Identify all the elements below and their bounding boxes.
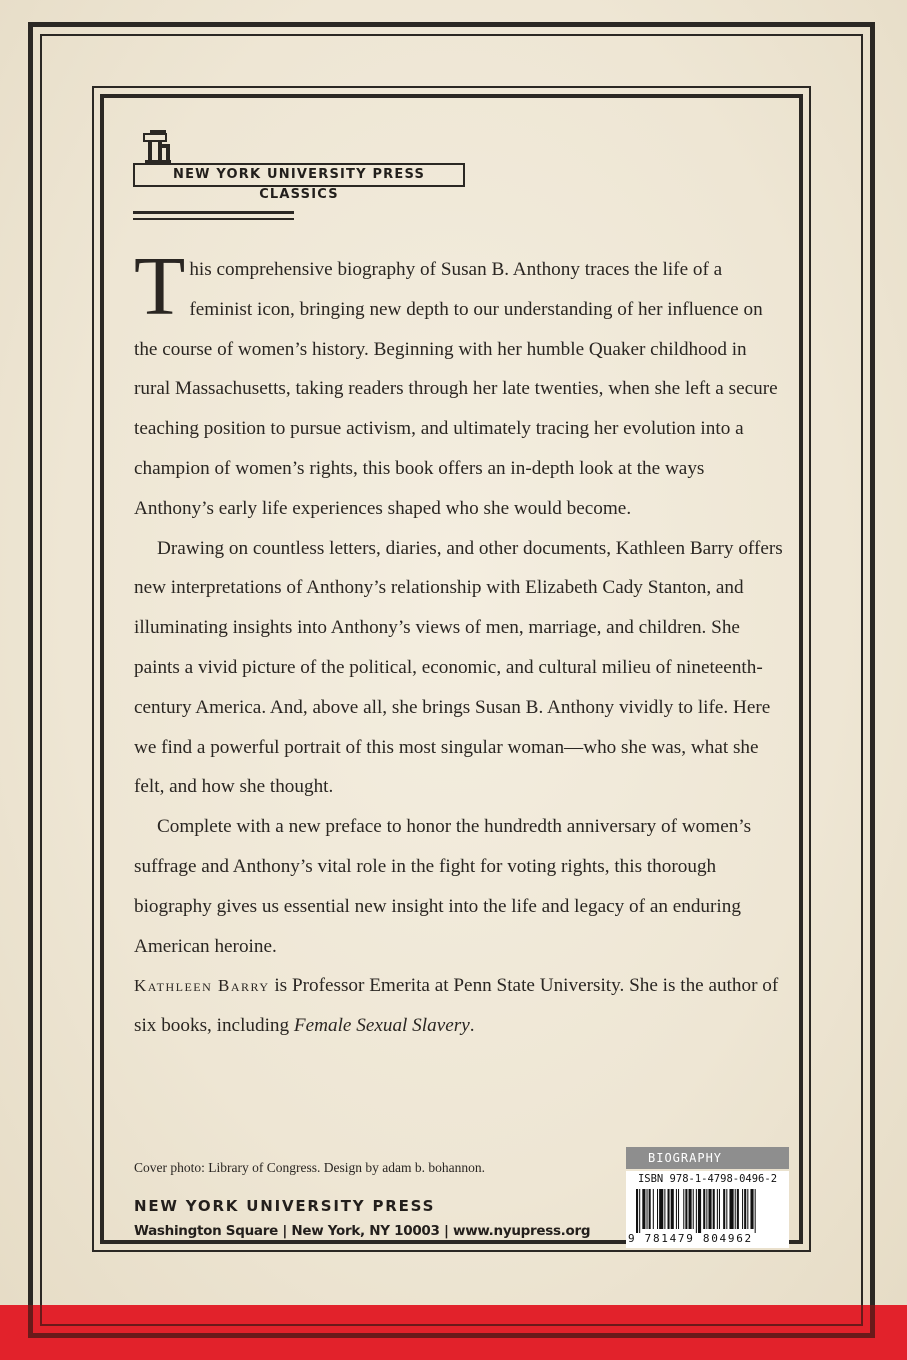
barcode-bar (642, 1189, 645, 1229)
barcode-bar (653, 1189, 654, 1229)
barcode-bar (647, 1189, 648, 1229)
barcode-bar (726, 1189, 727, 1229)
barcode-bar (735, 1189, 736, 1229)
author-bio-end: . (469, 1015, 475, 1037)
description-paragraph-3: Complete with a new preface to honor the hundredth anniversary of women’s suffrage and Anthony’s vital role in the fight for voting rights, this thorough biography gives us essential new insight into the life and legacy of an enduring American heroine. (134, 816, 752, 957)
isbn-label: ISBN 978-1-4798-0496-2 (637, 1173, 778, 1185)
barcode-bar (708, 1189, 711, 1229)
barcode-bar (706, 1189, 707, 1229)
barcode-bar (676, 1189, 677, 1229)
barcode-bar (636, 1189, 638, 1233)
barcode-bar (744, 1189, 746, 1229)
description-paragraph-1 (134, 240, 784, 529)
author-bio-text: is Professor Emerita at Penn State University. She is the author of six books, including (134, 975, 779, 1037)
barcode-bar (693, 1189, 694, 1229)
barcode-bar (671, 1189, 674, 1229)
barcode-bar (742, 1189, 743, 1229)
barcode-bar (685, 1189, 687, 1229)
paragraph-1-text: his comprehensive biography of Susan B. Anthony traces the life of a feminist icon, bringing new depth to our understanding of her influence on the course of women’s history. Beginning with her humble Quaker childhood in rural Massachusetts, taking readers through her late twenties, when she left a secure teaching position to pursue activism, and ultimately tracing her evolution into a champion of women’s rights, this book offers an in-depth look at the ways Anthony’s early life experiences shaped who she would become. (134, 259, 778, 519)
cover-credit: Cover photo: Library of Congress. Design by adam b. bohannon. (134, 1160, 485, 1175)
barcode-icon (632, 1189, 784, 1233)
barcode-bar (729, 1189, 733, 1229)
barcode-bar (747, 1189, 748, 1229)
category-label: BIOGRAPHY (626, 1147, 789, 1169)
barcode-bar (717, 1189, 718, 1229)
publisher-name: NEW YORK UNIVERSITY PRESS (134, 1197, 436, 1215)
band-border-bottom (28, 1333, 875, 1338)
barcode-bar (689, 1189, 692, 1229)
band-border-left-inner (40, 1305, 42, 1326)
barcode-bar (698, 1189, 701, 1233)
decorative-rule-top (133, 211, 294, 214)
barcode-bar (713, 1189, 715, 1229)
author-book-title: Female Sexual Slavery (293, 1015, 470, 1037)
series-label: NEW YORK UNIVERSITY PRESS CLASSICS (133, 163, 465, 187)
author-bio (134, 966, 784, 1046)
publisher-address: Washington Square | New York, NY 10003 | www.nyupress.org (134, 1223, 591, 1239)
barcode-bar (737, 1189, 739, 1229)
author-name: Kathleen Barry (134, 976, 270, 996)
barcode-bar (723, 1189, 725, 1229)
barcode-bar (668, 1189, 670, 1229)
band-border-right-inner (861, 1305, 863, 1326)
barcode-bar (696, 1189, 697, 1233)
band-border-bottom-inner (40, 1324, 863, 1326)
barcode-block (626, 1147, 789, 1248)
barcode-bar (649, 1189, 651, 1229)
barcode-bar (657, 1189, 658, 1229)
nyu-press-logo-icon (143, 130, 173, 164)
decorative-rule-bottom (133, 218, 294, 220)
description-paragraph-2: Drawing on countless letters, diaries, and other documents, Kathleen Barry offers new interpretations of Anthony’s relationship with Elizabeth Cady Stanton, and illuminating insights into Anthony’s views of men, marriage, and children. She paints a vivid picture of the political, economic, and cultural milieu of nineteenth-century America. And, above all, she brings Susan B. Anthony vividly to life. Here we find a powerful portrait of this most singular woman—who she was, what she felt, and how she thought. (134, 537, 783, 798)
barcode-bar (703, 1189, 705, 1229)
barcode-bar (659, 1189, 663, 1229)
drop-cap: T (134, 240, 186, 333)
barcode-bar (750, 1189, 753, 1229)
barcode-bar (683, 1189, 684, 1229)
barcode-bar (678, 1189, 679, 1229)
barcode-bar (664, 1189, 665, 1229)
barcode-digits: 9 781479 804962 (628, 1232, 753, 1245)
barcode-bar (755, 1189, 756, 1233)
barcode-bar (639, 1189, 640, 1233)
barcode-bar (719, 1189, 720, 1229)
book-description (134, 240, 784, 1046)
